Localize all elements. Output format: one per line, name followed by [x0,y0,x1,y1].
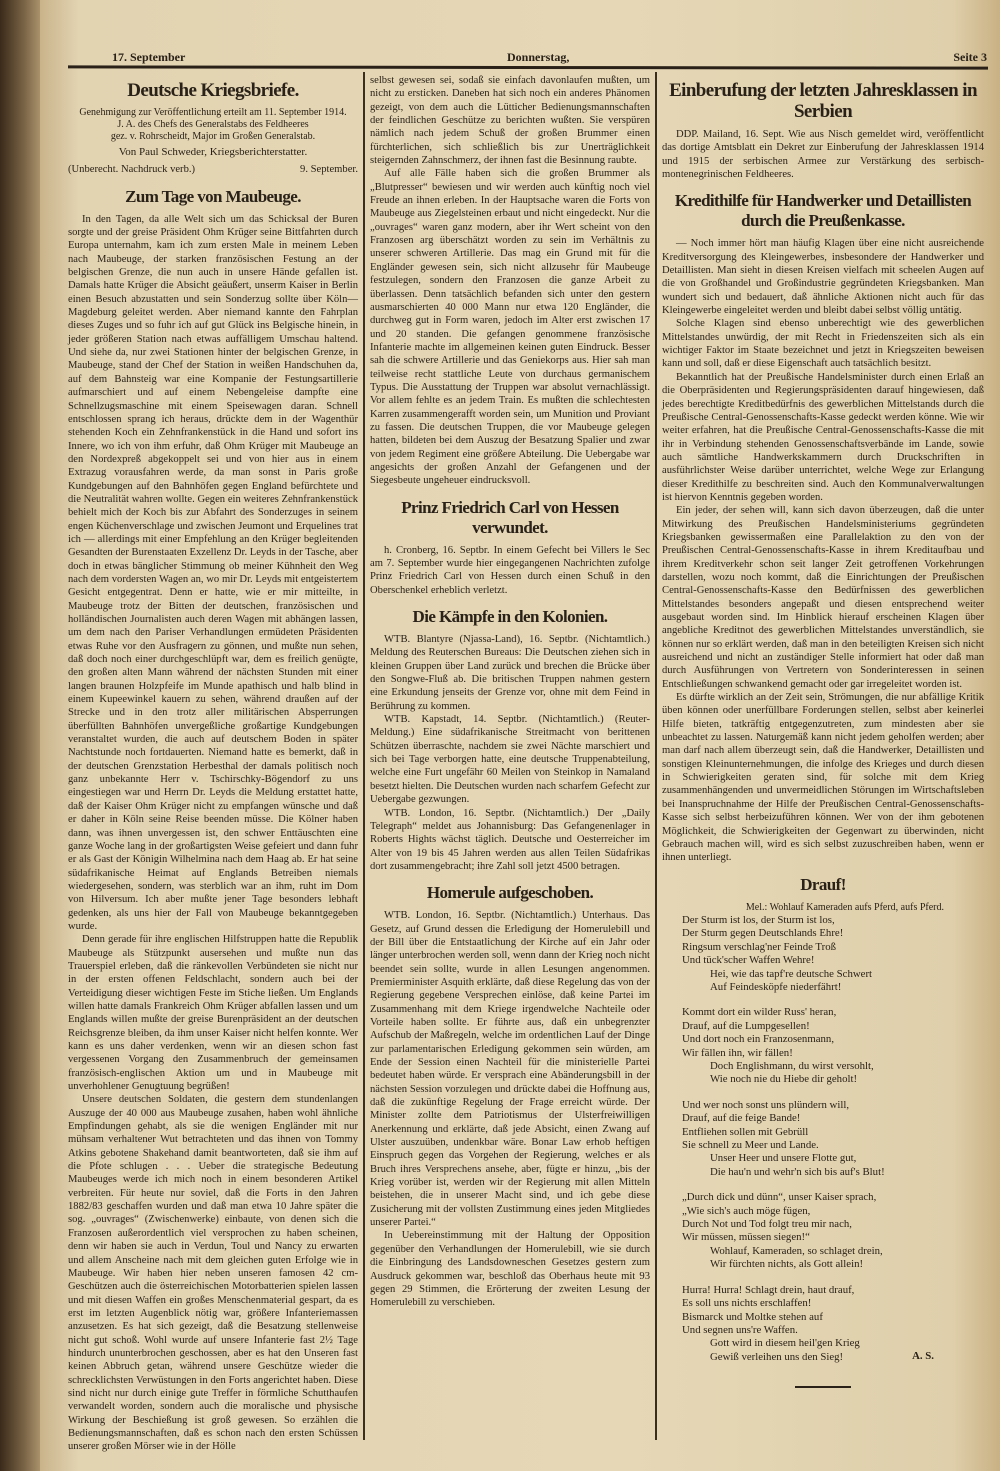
poem-melody: Mel.: Wohlauf Kameraden aufs Pferd, aufs Pferd. [745,901,944,913]
poem-line: Wohlauf, Kameraden, so schlaget drein, [710,1244,883,1257]
poem-line: Und segnen uns're Waffen. [682,1323,798,1336]
poem-line: Der Sturm gegen Deutschlands Ehre! [682,927,844,940]
poem-line: Und tück'scher Waffen Wehre! [682,954,815,967]
article-headline: Einberufung der letzten Jahresklassen in Serbien [669,80,977,122]
poem-line: Wir müssen, müssen siegen!“ [682,1231,810,1244]
column-3 [662,74,984,1444]
poem-line: Drauf, auf die Lumpgesellen! [682,1019,810,1032]
article-headline: Kredithilfe für Handwerker und Detaillisten durch die Preußenkasse. [674,191,972,231]
poem-line: „Durch dick und dünn“, unser Kaiser sprach, [682,1191,877,1204]
reprint-notice: (Unberecht. Nachdruck verb.) [68,164,196,176]
poem-line: Ringsum verschlag'ner Feinde Troß [682,940,836,953]
approval-note: gez. v. Rohrscheidt, Major im Großen Generalstab. [110,131,316,142]
article-paragraph: — Noch immer hört man häufig Klagen über eine nicht ausreichende Kreditversorgung des Kleingewerbes, insbesondere der Handwerker und Detaillisten. Man sieht in diesen Kreisen vielfach mit scheelen Augen auf die von Großhandel und Großindustrie gegründeten Kriegsbanken. Man wundert sich und bedauert, daß ähnliche Aktionen nicht auch für das Kleingewerbe eingeleitet werden und bleibt dabei selbst völlig untätig. [662,238,984,317]
poem [662,901,984,1388]
article-date: 9. September. [300,164,358,176]
poem-line: Hurra! Hurra! Schlagt drein, haut drauf, [682,1283,855,1296]
poem-stanza [682,1191,984,1271]
article-headline: Zum Tage von Maubeuge. [125,186,301,206]
poem-line: Wie noch nie du Hiebe dir geholt! [710,1073,858,1086]
article-paragraph: WTB. Kapstadt, 14. Septbr. (Nichtamtlich.) (Reuter-Meldung.) Eine südafrikanische Streitmacht von berittenen Schützen überraschte, nachdem sie zwei Nächte marschiert und sich bei Tage verborgen hatte, eine deutsche Truppenabteilung, welche eine Furt ungefähr 60 Meilen von Steinkop in Namaland besetzt hielten. Die Deutschen wurden nach scharfem Gefecht zur Uebergabe gezwungen. [370,714,650,806]
article-paragraph: Ein jeder, der sehen will, kann sich davon überzeugen, daß die unter Mitwirkung des Preußischen Handelsministeriums gegründeten Kriegsbanken gewissermaßen eine Parallelaktion zu den von der Preußischen Central-Genossenschafts-Kasse in ihrem Kreditaufbau und ihrem Kreditverkehr schon seit langer Zeit getroffenen Vorkehrungen darstellen, wozu noch kommt, daß die Einrichtungen der Preußischen Central-Genossenschafts-Kasse den Bedürfnissen des gewerblichen Mittelstandes besonders angepaßt und diesen entsprechend weiter ausgebaut worden sind. Im Hinblick hierauf erscheinen Klagen über angebliche Kreditnot des gewerblichen Mittelstandes unverständlich, sie können nur so erklärt werden, daß man in den beteiligten Kreisen sich nicht ausreichend und nicht an zuständiger Stelle informiert hat oder daß man durch Ausführungen von Vertretern von Sonderinteressen in seinen Entschließungen schwankend gemacht oder gar irregeleitet worden ist. [662,505,984,690]
article-paragraph: WTB. London, 16. Septbr. (Nichtamtlich.) Unterhaus. Das Gesetz, auf Grund dessen die Erledigung der Homerulebill und der Bill über die Entstaatlichung der Kirche auf ein Jahr oder länger unterbrochen werden soll, wenn dann der Krieg noch nicht beendet sein sollte, wurde in allen Lesungen angenommen. Premierminister Asquith erklärte, daß diese Regelung das von der Regierung gegebene Versprechen einlöse, daß keine Partei im Zusammenhang mit dem Kriege irgendwelche Nachteile oder Vorteile haben sollte. Er führte aus, daß ein unbegrenzter Aufschub der Maßregeln, welche im ordentlichen Lauf der Dinge zur parlamentarischen Erledigung gekommen sein würden, am Ende der Session einen Nachteil für die ministerielle Partei bedeutet haben würde. Er versprach eine Abänderungsbill in der nächsten Session vorzulegen und drückte dabei die Hoffnung aus, daß die zukünftige Regelung der Frage erreicht würde. Der Minister zollte dem Patriotismus der Ulsterfreiwilligen Anerkennung und erklärte, daß jede Absicht, einen Zwang auf Ulster auszuüben, undenkbar wäre. Bonar Law erhob heftigen Einspruch gegen das Vorgehen der Regierung, welches er als Bruch ihres Versprechens ansehe, aber, fügte er hinzu, „bis der Krieg vorüber ist, werden wir der Regierung mit allen Mitteln beistehen, die in unserer Macht sind, und ich gebe diese Zusicherung mit der vollsten Zustimmung eines jeden Mitgliedes unserer Partei.“ [370,910,650,1229]
poem-line: Kommt dort ein wilder Russ' heran, [682,1006,837,1019]
article-paragraph: Solche Klagen sind ebenso unberechtigt wie des gewerblichen Mittelstandes unwürdig, der mit Recht in Friedenszeiten sich als ein wichtiger Faktor im Staate bezeichnet und jetzt in Kriegszeiten beweisen kann und soll, daß er diese Eigenschaft auch tatsächlich besitzt. [662,318,984,370]
article-paragraph: Denn gerade für ihre englischen Hilfstruppen hatte die Republik Maubeuge als Stützpunkt ausersehen und mußte nun das Trauerspiel erleben, daß die ränkevollen Verbündeten sie nicht nur in der ersten offenen Feldschlacht, sondern auch bei der Verteidigung dieser wichtigen Feste im Stiche ließen. Um Englands willen hatte damals Frankreich Ohm Krüger abfallen lassen und um Englands willen mußte der greise Burenpräsident an der deutschen Reichsgrenze bleiben, da ihm unser Kaiser nicht helfen konnte. Wer kann es uns daher verdenken, wenn wir an diesen schon fast vergessenen Vorgang den Zusammenbruch der gemeinsamen französisch-englischen Aktion um und in Maubeuge mit unverhohlener Genugtuung begrüßen! [68,934,358,1093]
article-paragraph: Unsere deutschen Soldaten, die gestern dem stundenlangen Auszuge der 40 000 aus Maubeuge zusahen, haben wohl ähnliche Empfindungen gehabt, als sie die wenigen Engländer mit nur mühsam verhaltener Wut betrachteten und das ihnen von Tommy Atkins gebotene Shakehand damit beantworteten, daß sie ihm auf die Pfote schlugen . . . Ueber die strategische Bedeutung Maubeuges werde ich mich noch in einem besonderen Artikel verbreiten. Für heute nur soviel, daß die Forts in den Jahren 1882/83 geschaffen wurden und daß man etwa 10 Jahre später die sog. „ouvrages“ (Zwischenwerke) einbaute, von denen sich die Franzosen außerordentlich viel versprochen zu haben scheinen, denn wir haben sie auch in Verdun, Toul und Nancy zu erwarten und allem Anscheine nach mit dem gleichen guten Erfolge wie in Maubeuge. Wir haben hier neben unseren famosen 42 cm-Geschützen auch die österreichischen Motorbatterien spielen lassen und mit diesen Waffen ein großes Menschenmaterial gespart, da es erst im letzten Augenblick nötig war, größere Infanteriemassen anzusetzen. Es hat sich gezeigt, daß die Besatzung stellenweise nicht gut schoß. Wohl wurde auf unsere Infanterie fast 2½ Tage hindurch ununterbrochen geschossen, aber es hat den Unseren fast keinen Abbruch getan, während unsere Geschütze wieder die schrecklichsten Verwüstungen in den Forts angerichtet haben. Diese sind nicht nur durch einige gute Treffer in förmliche Schutthaufen verwandelt worden, sondern auch die moralische und physische Wirkung der Beschießung ist groß gewesen. So erzählen die Bedienungsmannschaften, daß es schon nach den ersten Schüssen unserer großen Mörser wie in der Hölle [68,1094,358,1453]
poem-line: Wir fürchten nichts, als Gott allein! [710,1258,864,1271]
article-paragraph: Es dürfte wirklich an der Zeit sein, Strömungen, die nur abfällige Kritik üben können oder unerfüllbare Forderungen stellen, selbst aber keinerlei Hilfe bieten, tatkräftig entgegenzutreten, zum mindesten aber sie unbeachtet zu lassen. Naturgemäß kann nicht jedem geholfen werden; aber man darf nach allem überzeugt sein, daß die Handwerker, Detaillisten und sonstigen Kleinunternehmungen, die infolge des Krieges und durch diesen in Schwierigkeiten geraten sind, für solche mit dem Krieg zusammenhängenden und unvermeidlichen Störungen im Wirtschaftsleben bei Inanspruchnahme der Hilfe der Preußischen Central-Genossenschafts-Kasse sich selbst herbeizuführen können. Wer von der ihm gebotenen Möglichkeit, die Schwierigkeiten der Gegenwart zu überwinden, nicht Gebrauch machen will, wird es sich selbst zuzuschreiben haben, wenn er ihnen unterliegt. [662,692,984,864]
poem-line: Drauf, auf die feige Bande! [682,1112,801,1125]
poem-line: Entfliehen sollen mit Gebrüll [682,1125,809,1138]
poem-stanza [682,914,984,994]
poem-signature: A. S. [912,1350,934,1363]
article-paragraph: In den Tagen, da alle Welt sich um das Schicksal der Buren sorgte und der greise Präsident Ohm Krüger seine Bittfahrten durch Europa unternahm, kam ich zum ersten Male in meinem Leben nach Maubeuge, der starken französischen Festung an der belgischen Grenze, die nun auch in unsere Hände gefallen ist. Damals hatte Krüger die Absicht geäußert, unserm Kaiser in Berlin einen Besuch abzustatten und sein Sonderzug sollte über Köln—Magdeburg geleitet werden. Aber niemand kannte den Fahrplan dieses Zuges und so fuhr ich auf gut Glück ins Belgische hinein, in jeder größeren Station nach etwas auffälligem Umschau haltend. Und siehe da, nur zwei Stationen hinter der belgischen Grenze, in Maubeuge, stand der Chef der Station in weißen Handschuhen da, auf dem Bahnsteig war eine Kompanie der Festungsartillerie aufmarschiert und auf einem Nebengeleise dampfte eine Schnellzugsmaschine mit einem Speisewagen daran. Schnell entschlossen sprang ich heraus, drückte dem in der Wagenthür stehenden Koch ein Zehnfrankenstück in die Hand und sofort ins Innere, wo ich von ihm erfuhr, daß Ohm Krüger mit Maubeuge an den Nordexpreß abgekoppelt sei und von hier aus in einem Extrazug vorausfahren werde, da man sonst in Paris große Kundgebungen auf den Bahnhöfen gegen England befürchtete und die Neutralität wahren wollte. Gegen ein weiteres Zehnfrankenstück behielt mich der Koch bis zur Abfahrt des Sonderzuges in seinem engen Küchenverschlage und zwischen Jeumont und Erquelines trat ich — allerdings mit einer Empfehlung an den Krüger begleitenden Gesandten der Burenstaaten Exzellenz Dr. Leyds in der Tasche, aber doch in etwas bänglicher Stimmung ob meiner Kühnheit den Weg nach dem vordersten Wagen an, wo mir Dr. Leyds mit entgeistertem Gesicht entgegentrat. Denn er hatte, wie er mir mitteilte, in Maubeuge trotz der Bitten der deutschen, französischen und holländischen Journalisten auch deren Wagen mit abhängen lassen, um dem nach den Pariser Verhandlungen ermüdeten Präsidenten etwas Ruhe vor den Ausfragern zu gönnen, und mußte nun sehen, daß doch noch einer durchgeschlüpft war, dem es freilich genügte, den großen alten Mann während der nächsten Stunden mit einer langen braunen Holzpfeife im Munde apathisch und halb blind in einem Kupeewinkel kauern zu sehen, während draußen auf der Strecke und in den trotz aller militärischen Absperrungen überfüllten Bahnhöfen unvergeßliche großartige Kundgebungen veranstaltet wurden, die auch auf deutschem Boden in später Nachtstunde noch fortdauerten. Niemand hatte es bemerkt, daß in der deutschen Grenzstation Herbesthal der damals politisch noch ganz unbekannte Herr v. Tschirschky-Bögendorf zu uns eingestiegen war und Herrn Dr. Leyds die Meldung erstattet hatte, daß der Kaiser Ohm Krüger nicht zu empfangen wünsche und daß er daher in Köln seine Reise beenden müsse. Die Kölner haben dann, was ihnen unvergessen ist, den schwer Enttäuschten eine ganze Woche lang in der großartigsten Weise gefeiert und dann fuhr er als Gast der Königin Wilhelmina nach dem Haag ab. Er hat seine südafrikanische Heimat auf Englands Betreiben niemals wiedergesehen, sondern, was sterblich war an ihm, ruht im Dom von Hilversum. Ich aber mußte jener Tage besonders lebhaft gedenken, als uns hier der Fall von Maubeuge bekanntgegeben wurde. [68,213,358,932]
header-weekday: Donnerstag, [507,50,570,64]
article-headline: Drauf! [800,874,846,894]
poem-line: Auf Feindesköpfe niederfährt! [710,980,842,993]
approval-note: J. A. des Chefs des Generalstabs des Feldheeres [117,119,309,130]
article-paragraph: h. Cronberg, 16. Septbr. In einem Gefecht bei Villers le Sec am 7. September wurde hier eingegangenen Nachrichten zufolge Prinz Friedrich Carl von Hessen durch einen Schuß in den Oberschenkel erheblich verletzt. [370,544,650,596]
poem-line: „Wie sich's auch möge fügen, [682,1204,811,1217]
column-divider [363,72,365,1440]
poem-line: Es soll uns nichts erschlaffen! [682,1297,812,1310]
poem-line: Doch Englishmann, du wirst versohlt, [710,1060,874,1072]
article-paragraph: WTB. London, 16. Septbr. (Nichtamtlich.) Der „Daily Telegraph“ meldet aus Johannisburg: Das Gefangenenlager in Roberts Hights wächst täglich. Deutsche und Oesterreicher im Alter von 19 bis 45 Jahren werden aus allen Teilen Südafrikas dort zusammengebracht; ihre Zahl soll jetzt 4500 betragen. [370,807,650,872]
header-page-number: Seite 3 [953,50,987,64]
article-paragraph: Bekanntlich hat der Preußische Handelsminister durch einen Erlaß an die Oberpräsidenten und Regierungspräsidenten darauf hingewiesen, daß jedes berechtigte Kreditbedürfnis des gewerblichen Mittelstands durch die Preußische Central-Genossenschafts-Kasse gedeckt werden könne. Wie wir weiter erfahren, hat die Preußische Central-Genossenschafts-Kasse die mit ihr in Verbindung stehenden Genossenschaftsverbände im Lande, sowie auch sämtliche Handwerkskammern durch Druckschriften in ausführlichster Weise darüber unterrichtet, welche Wege zur Erlangung dieser Kredithilfe zu beschreiten sind. Auch den Kommunalverwaltungen ist hiervon Kenntnis gegeben worden. [662,371,984,503]
header-date: 17. September [112,50,186,64]
poem-line: Bismarck und Moltke stehen auf [682,1310,823,1323]
byline: Von Paul Schweder, Kriegsberichterstatter. [118,146,308,158]
article-paragraph: In Uebereinstimmung mit der Haltung der Opposition gegenüber den Verhandlungen der Homerulebill, wie sie durch die Einbringung des Landsdowneschen Gesetzes gestern zum Ausdruck gekommen war, beschloß das Oberhaus heute mit 93 gegen 29 Stimmen, die Erörterung der zweiten Lesung der Homerulebill zu verschieben. [370,1230,650,1309]
article-headline: Prinz Friedrich Carl von Hessen verwundet. [401,497,619,537]
poem-line: Wir fällen ihn, wir fällen! [682,1046,793,1059]
poem-line: Die hau'n und wehr'n sich bis auf's Blut! [710,1165,885,1178]
article-headline: Die Kämpfe in den Kolonien. [412,607,608,627]
poem-line: Sie schnell zu Meer und Lande. [682,1139,819,1152]
column-divider [655,72,657,1440]
article-paragraph: DDP. Mailand, 16. Sept. Wie aus Nisch gemeldet wird, veröffentlicht das dortige Amtsblatt ein Dekret zur Einberufung der Jahresklassen 1914 und 1915 der serbischen Armee zur Verstärkung des serbisch-montenegrinischen Feldheeres. [662,129,984,181]
column-1 [68,74,358,1453]
approval-note: Genehmigung zur Veröffentlichung erteilt am 11. September 1914. [79,107,347,118]
poem-line: Durch Not und Tod folgt treu mir nach, [682,1218,852,1231]
poem-line: Gewiß verleihen uns den Sieg! [710,1350,844,1363]
column-2 [370,74,650,1444]
poem-stanza [682,1099,984,1179]
poem-line: Und wer noch sonst uns plündern will, [682,1098,850,1111]
poem-line: Gott wird in diesem heil'gen Krieg [710,1337,860,1350]
poem-line: Unser Heer und unsere Flotte gut, [710,1152,857,1165]
end-rule [795,1386,851,1388]
article-paragraph: selbst gewesen sei, sodaß sie einfach davonlaufen mußten, um nicht zu ersticken. Daneben hat sich noch ein anderes Phänomen gezeigt, von dem auch die Lütticher Bedienungsmannschaften der feindlichen Geschütze zu berichten wußten. Sie verspüren nämlich nach jedem Schuß der großen Brummer einen fürchterlichen, sich schließlich bis zur Unerträglichkeit steigernden Zahnschmerz, der ihnen fast die Besinnung raubte. [370,75,650,167]
dateline-row [68,163,358,176]
poem-stanza [682,1006,984,1086]
page-binding-edge [0,0,44,1471]
article-paragraph: WTB. Blantyre (Njassa-Land), 16. Septbr. (Nichtamtlich.) Meldung des Reuterschen Bureaus: Die Deutschen ziehen sich in kleinen Gruppen über Land zurück und brechen die Brücke über den Songwe-Fluß ab. Die britischen Truppen nahmen gestern eine Erkundung jenseits der Grenze vor, ohne mit dem Feind in Berührung zu kommen. [370,634,650,712]
poem-line: Der Sturm ist los, der Sturm ist los, [682,913,835,926]
poem-line: Hei, wie das tapf're deutsche Schwert [710,967,873,980]
article-paragraph: Auf alle Fälle haben sich die großen Brummer als „Blutpresser“ bewiesen und wir werden auch künftig noch viel Freude an ihnen erleben. In der Hauptsache waren die Forts von Maubeuge aus Ziegelsteinen erbaut und nicht eingedeckt. Nur die „ouvrages“ waren ganz modern, aber ihr Wert scheint von den Franzosen arg überschätzt worden zu sein im Verhältnis zu unserer schweren Artillerie. Das mag ein Grund mit für die Engländer gewesen sein, sich nicht allzusehr für Maubeuge festzulegen, sondern den Franzosen die ganze Arbeit zu überlassen. Denn tatsächlich befanden sich unter den gestern ausmarschierten 40 000 Mann nur etwa 120 Engländer, die durchweg gut in Form waren, jedoch im Alter erst zwischen 17 und 20 standen. Die gefangen genommene französische Infanterie machte im allgemeinen keinen guten Eindruck. Besser sah die schwere Artillerie und das Geniekorps aus. Hier sah man teilweise recht stattliche Leute von durchaus germanischem Typus. Die Ausstattung der Truppen war absolut vernachlässigt. Vor allem fehlte es an jedem Train. Es mußten die schlechtesten Karren zusammengerafft worden sein, um Munition und Proviant zu fassen. Die deutschen Truppen, die vor Maubeuge gelegen hatten, bildeten bei dem Auszug der Besatzung Spalier und zwar von jedem Regiment eine größere Abteilung. Die Uebergabe war angesichts der großen Anzahl der Gefangenen und der Siegesbeute ungeheuer eindrucksvoll. [370,168,650,487]
poem-line: Und dort noch ein Franzosenmann, [682,1033,835,1046]
article-headline: Deutsche Kriegsbriefe. [127,80,299,101]
page-header [112,50,987,66]
article-headline: Homerule aufgeschoben. [426,883,594,903]
